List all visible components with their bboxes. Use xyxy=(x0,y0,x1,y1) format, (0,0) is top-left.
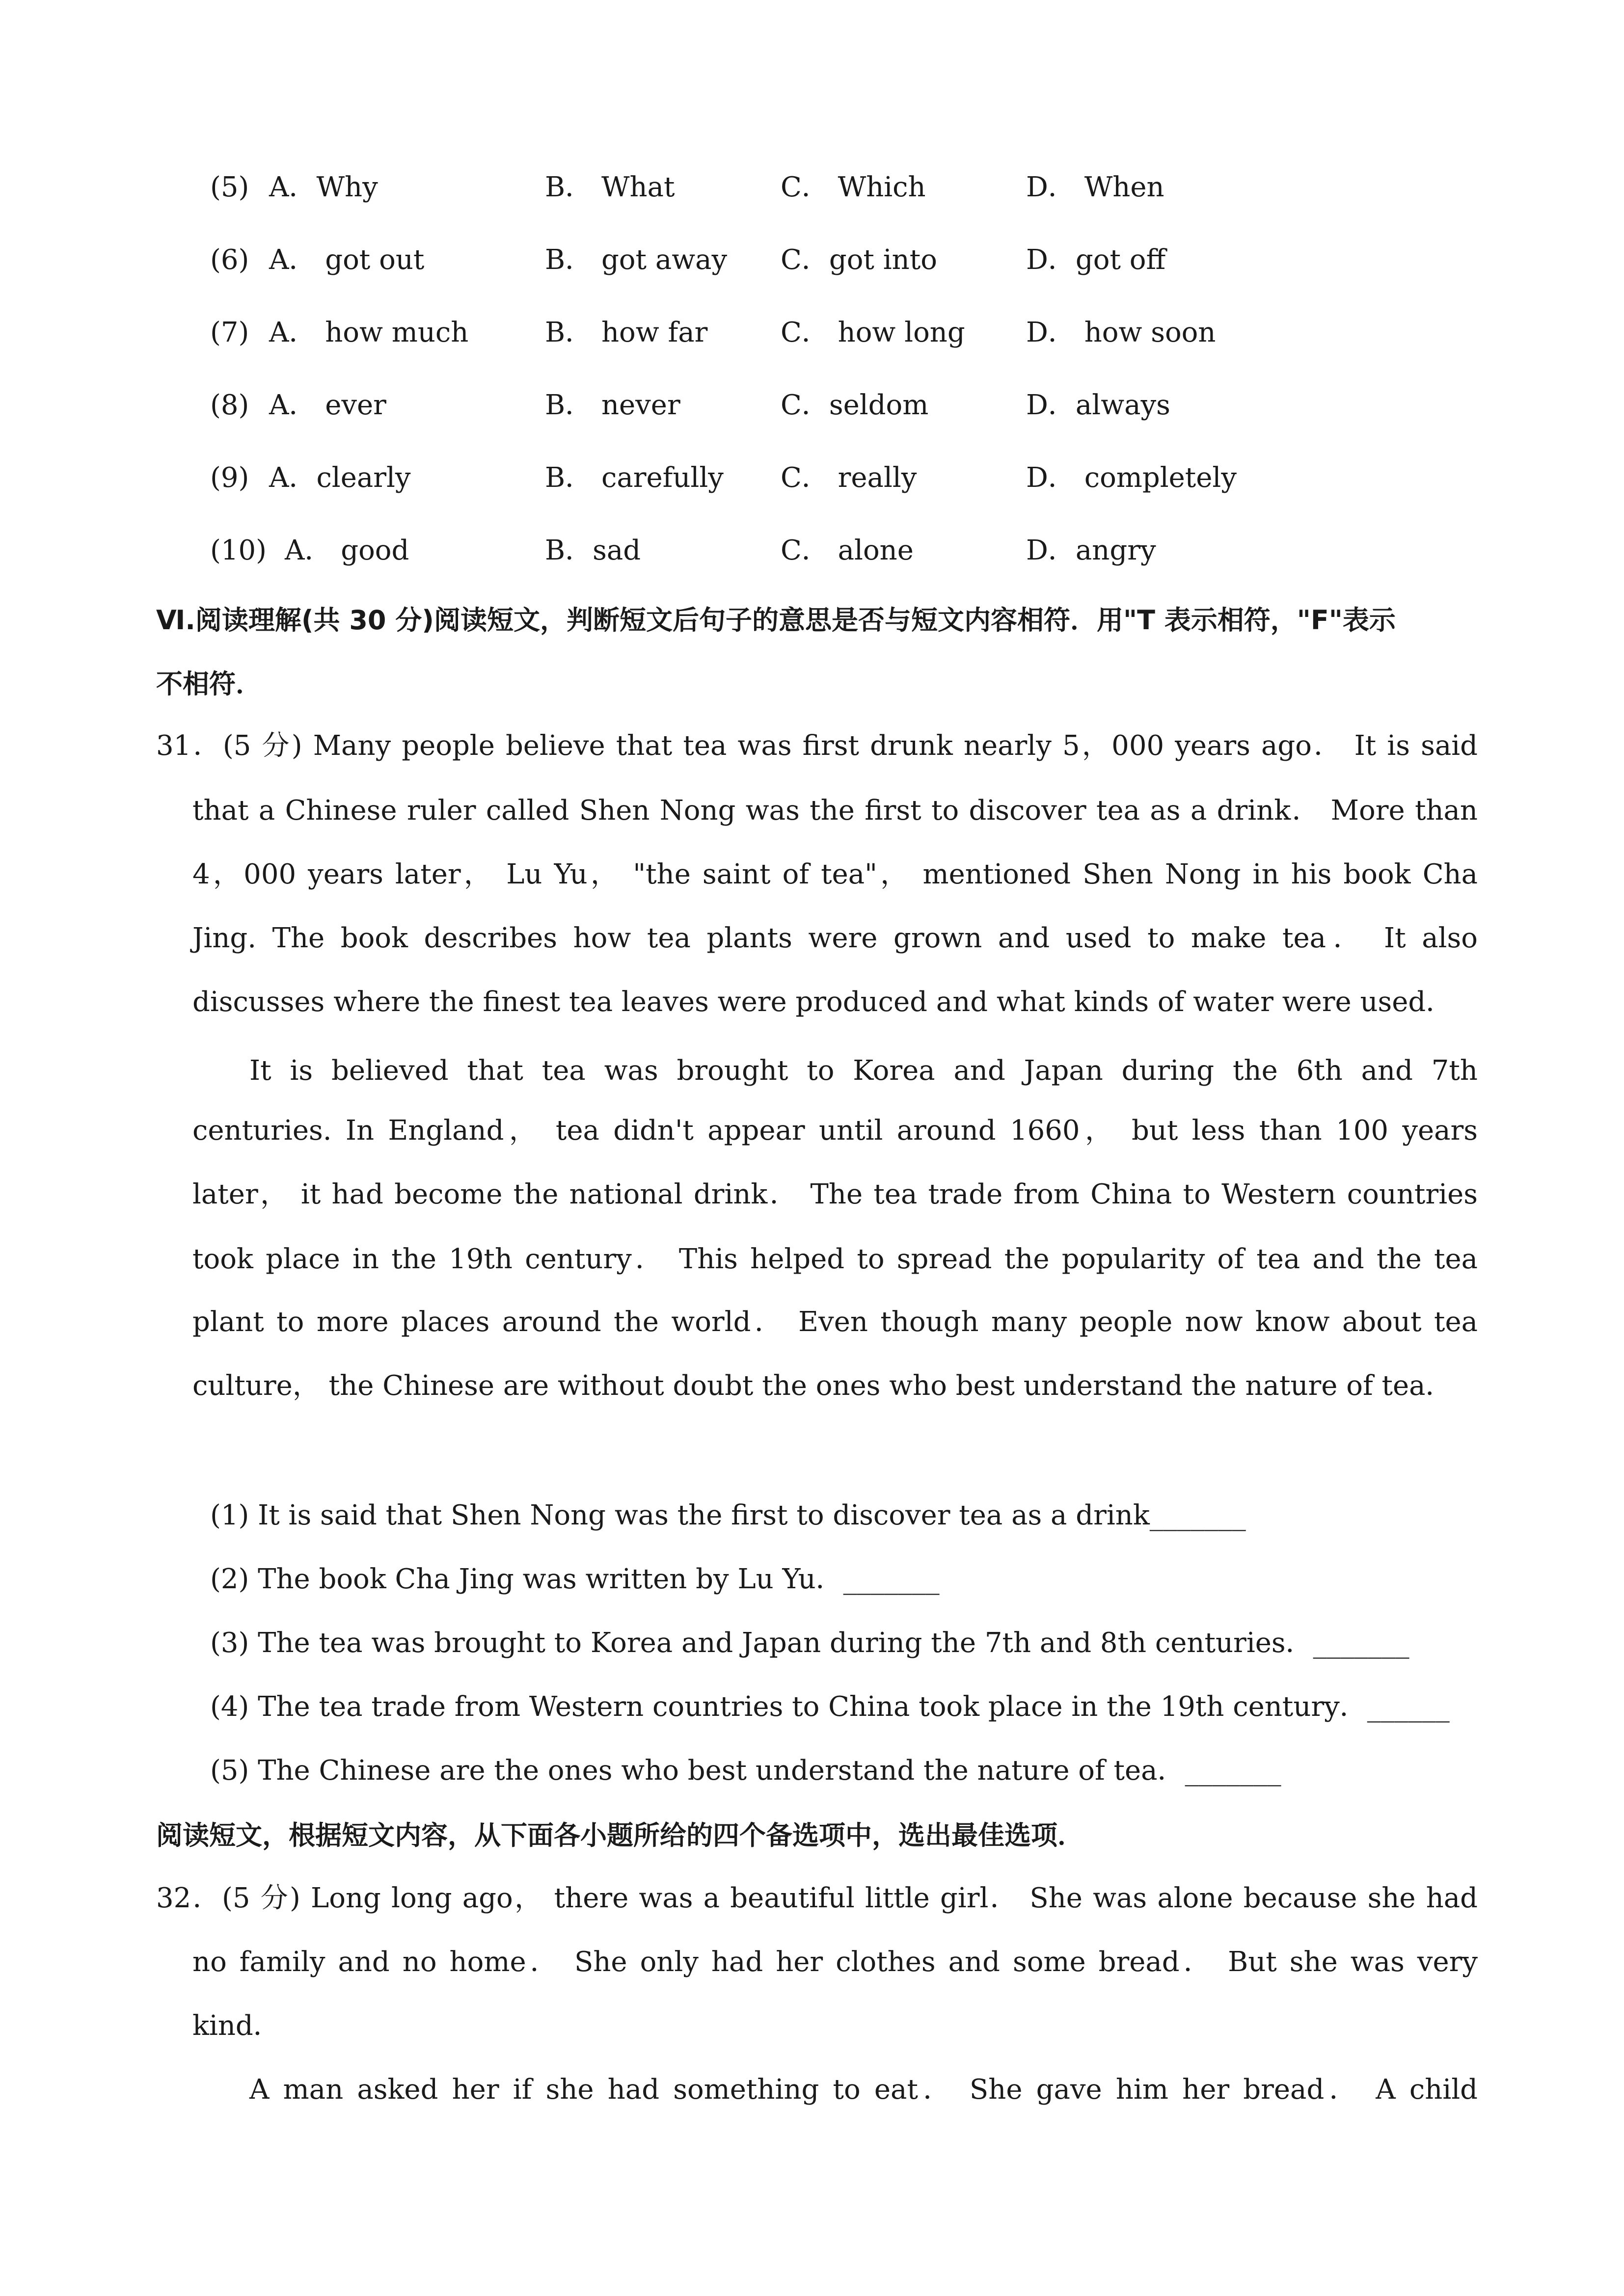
section-heading: Ⅵ.阅读理解(共 30 分)阅读短文，判断短文后句子的意思是否与短文内容相符．用"T 表示相符，"F"表示 xyxy=(156,605,1396,636)
statement-item: (5) The Chinese are the ones who best understand the nature of tea．_______ xyxy=(210,1755,1281,1787)
option-c: C．got into xyxy=(781,244,937,276)
statement-item: (2) The book Cha Jing was written by Lu Yu．_______ xyxy=(210,1563,940,1595)
option-c: C． alone xyxy=(781,534,914,566)
option-a: A． how much xyxy=(269,317,469,348)
option-a: A． ever xyxy=(269,389,386,421)
option-c: C． really xyxy=(781,462,917,494)
statement-item: (3) The tea was brought to Korea and Japan during the 7th and 8th centuries．_______ xyxy=(210,1627,1409,1659)
section-b-heading: 阅读短文，根据短文内容，从下面各小题所给的四个备选项中，选出最佳选项． xyxy=(156,1820,1084,1851)
option-d: D． When xyxy=(1026,171,1164,203)
question-number: (7) xyxy=(210,317,249,348)
option-b: B． how far xyxy=(545,317,708,348)
option-b: B． carefully xyxy=(545,462,724,494)
option-d: D．angry xyxy=(1026,534,1156,566)
passage-line: centuries. In England， tea didn't appear until around 1660， but less than 100 years xyxy=(192,1115,1478,1147)
option-b: B． What xyxy=(545,171,675,203)
option-d: D．got off xyxy=(1026,244,1166,276)
question-number: (9) xyxy=(210,462,249,494)
question-number: (5) xyxy=(210,171,249,203)
option-b: B． never xyxy=(545,389,680,421)
option-a: A． good xyxy=(285,534,409,566)
passage-line: 4，000 years later， Lu Yu， "the saint of tea"， mentioned Shen Nong in his book Cha xyxy=(192,858,1478,890)
passage-line: discusses where the finest tea leaves were produced and what kinds of water were used． xyxy=(192,986,1454,1018)
section-heading-cont: 不相符． xyxy=(156,668,262,699)
passage-line: Jing. The book describes how tea plants were grown and used to make tea． It also xyxy=(192,922,1478,954)
option-c: C．seldom xyxy=(781,389,929,421)
statement-item: (4) The tea trade from Western countries to China took place in the 19th century．______ xyxy=(210,1691,1450,1723)
option-c: C． how long xyxy=(781,317,965,348)
question-number: (8) xyxy=(210,389,249,421)
option-a: A．clearly xyxy=(269,462,411,494)
passage-line: A man asked her if she had something to eat． She gave him her bread． A child xyxy=(249,2074,1478,2106)
passage-line: 31．(5 分) Many people believe that tea was first drunk nearly 5，000 years ago． It is said xyxy=(156,730,1478,762)
option-a: A．Why xyxy=(269,171,378,203)
question-number: (6) xyxy=(210,244,249,276)
option-d: D． completely xyxy=(1026,462,1237,494)
option-b: B．sad xyxy=(545,534,641,566)
option-c: C． Which xyxy=(781,171,926,203)
option-d: D．always xyxy=(1026,389,1170,421)
passage-line: that a Chinese ruler called Shen Nong was the first to discover tea as a drink． More than xyxy=(192,795,1478,827)
option-a: A． got out xyxy=(269,244,425,276)
option-d: D． how soon xyxy=(1026,317,1216,348)
passage-line: later， it had become the national drink． The tea trade from China to Western countries xyxy=(192,1178,1478,1210)
passage-line: took place in the 19th century． This helped to spread the popularity of tea and the tea xyxy=(192,1243,1478,1275)
passage-line: It is believed that tea was brought to Korea and Japan during the 6th and 7th xyxy=(249,1055,1478,1087)
passage-line: no family and no home． She only had her clothes and some bread． But she was very xyxy=(192,1946,1478,1978)
passage-line: plant to more places around the world． Even though many people now know about tea xyxy=(192,1306,1478,1338)
passage-line: culture， the Chinese are without doubt the ones who best understand the nature of tea． xyxy=(192,1370,1453,1402)
passage-line: 32．(5 分) Long long ago， there was a beautiful little girl． She was alone because she had xyxy=(156,1882,1478,1914)
statement-item: (1) It is said that Shen Nong was the first to discover tea as a drink_______ xyxy=(210,1499,1246,1531)
option-b: B． got away xyxy=(545,244,728,276)
passage-line: kind． xyxy=(192,2010,281,2042)
question-number: (10) xyxy=(210,534,267,566)
